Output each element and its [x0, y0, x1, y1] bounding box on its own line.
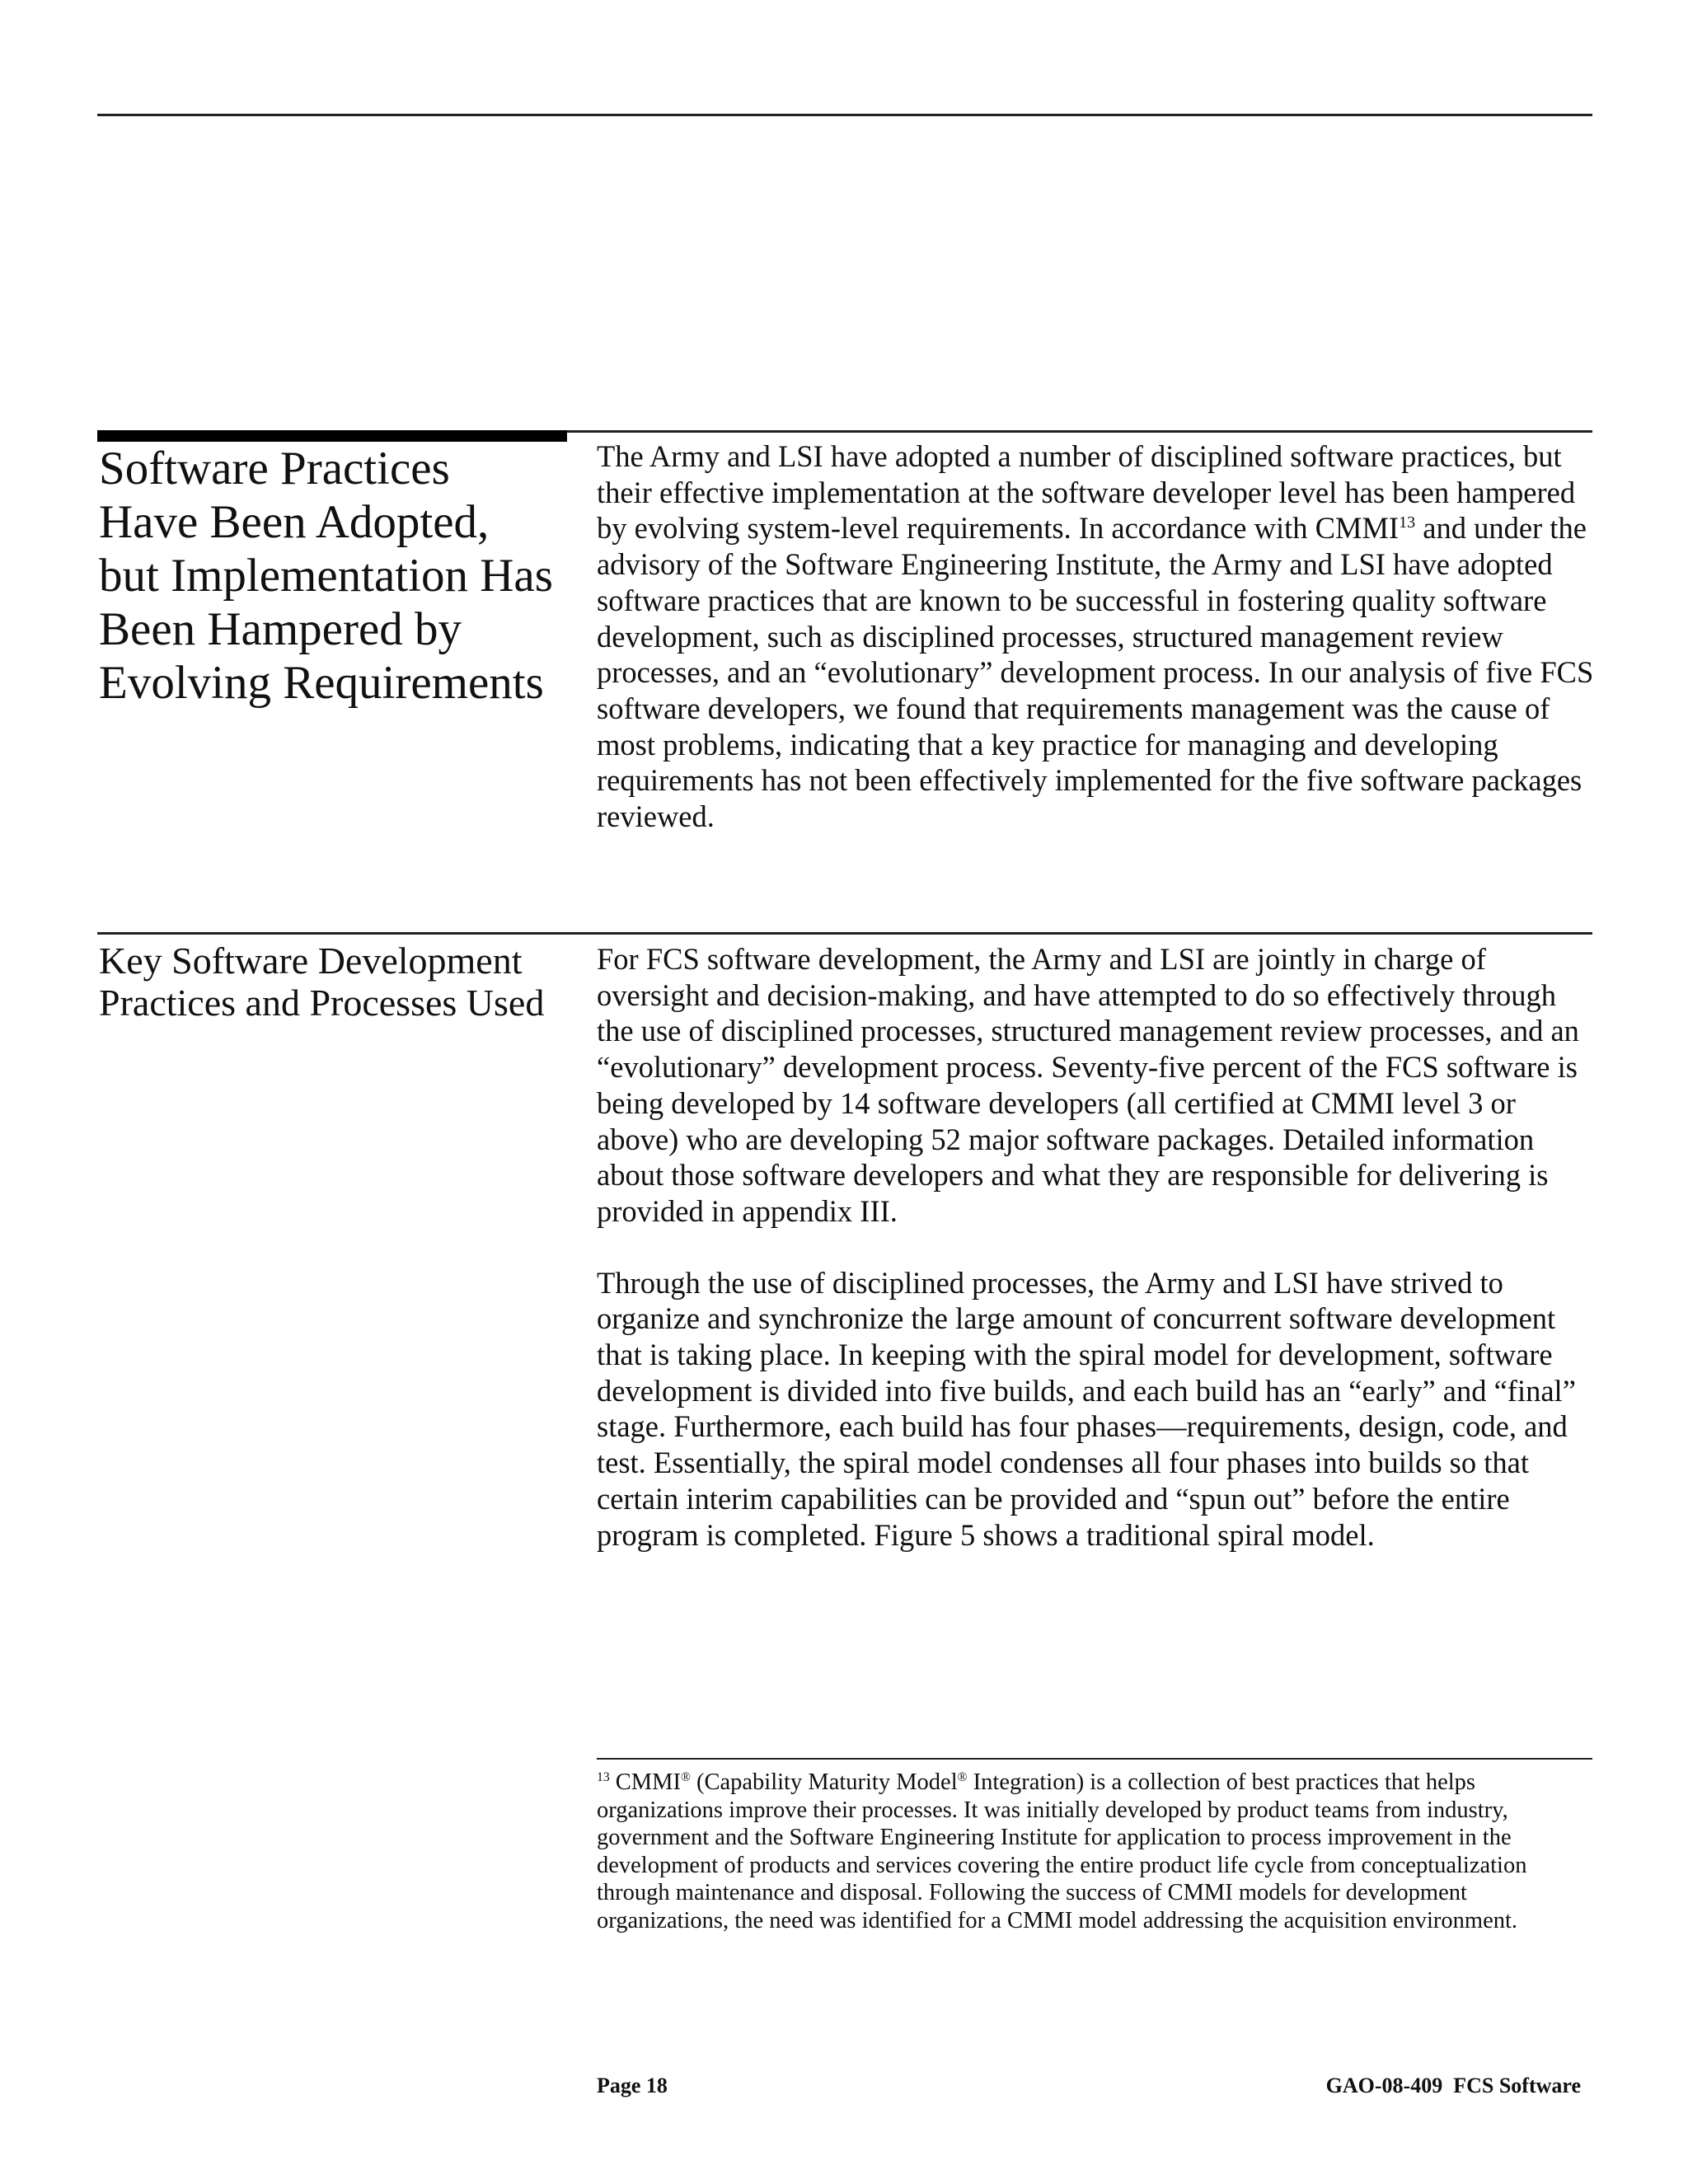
- footnote-segment: Integration) is a collection of best practices that helps organizations improve their processes. It was initially developed by product teams from industry, government and the Software Engineering Institute for application to process improvement in the development of products and services covering the entire product life cycle from conceptualization through maintenance and disposal. Following the success of CMMI models for development organizations, the need was identified for a CMMI model addressing the acquisition environment.: [597, 1769, 1527, 1933]
- footnote-segment: (Capability Maturity Model: [690, 1769, 958, 1795]
- report-id: GAO-08-409 FCS Software: [1325, 2074, 1581, 2097]
- subsection-body: [597, 941, 1594, 1553]
- paragraph-text: and under the advisory of the Software Engineering Institute, the Army and LSI have adopted software practices that are known to be successful in fostering quality software development, such as disciplined processes, structured management review processes, and an “evolutionary” development process. In our analysis of five FCS software developers, we found that requirements management was the cause of most problems, indicating that a key practice for managing and developing requirements has not been effectively implemented for the five software packages reviewed.: [597, 511, 1594, 834]
- registered-mark: ®: [957, 1769, 968, 1784]
- footnote-number: 13: [597, 1769, 610, 1784]
- page-number: Page 18: [597, 2074, 668, 2097]
- subsection-heading: Key Software Development Practices and Processes Used: [99, 940, 545, 1024]
- footnote-term: CMMI: [615, 1769, 681, 1795]
- body-paragraph: [597, 438, 1594, 835]
- section-body: [597, 438, 1594, 835]
- footnote-text: [597, 1769, 1594, 1934]
- footnote-reference[interactable]: 13: [1399, 513, 1416, 532]
- registered-mark: ®: [680, 1769, 691, 1784]
- footnote-rule: [597, 1758, 1592, 1760]
- top-rule: [97, 114, 1592, 116]
- footnote: [597, 1769, 1594, 1934]
- section-rule: [97, 932, 1592, 935]
- section-rule: [567, 430, 1592, 433]
- paragraph-text: The Army and LSI have adopted a number of disciplined software practices, but their effective implementation at the software developer level has been hampered by evolving system-level requirements. In accordance with CMMI: [597, 439, 1576, 546]
- body-paragraph: For FCS software development, the Army and LSI are jointly in charge of oversight and decision-making, and have attempted to do so effectively through the use of disciplined processes, structured management review processes, and an “evolutionary” development process. Seventy-five percent of the FCS software is being developed by 14 software developers (all certified at CMMI level 3 or above) who are developing 52 major software packages. Detailed information about those software developers and what they are responsible for delivering is provided in appendix III.: [597, 942, 1579, 1228]
- section-heading: Software Practices Have Been Adopted, but Implementation Has Been Hampered by Evolving Requirements: [99, 443, 553, 709]
- section-heading-bar: [97, 430, 567, 442]
- body-paragraph: Through the use of disciplined processes, the Army and LSI have strived to organize and synchronize the large amount of concurrent software development that is taking place. In keeping with the spiral model for development, software development is divided into five builds, and each build has an “early” and “final” stage. Furthermore, each build has four phases—requirements, design, code, and test. Essentially, the spiral model condenses all four phases into builds so that certain interim capabilities can be provided and “spun out” before the entire program is completed. Figure 5 shows a traditional spiral model.: [597, 1265, 1576, 1552]
